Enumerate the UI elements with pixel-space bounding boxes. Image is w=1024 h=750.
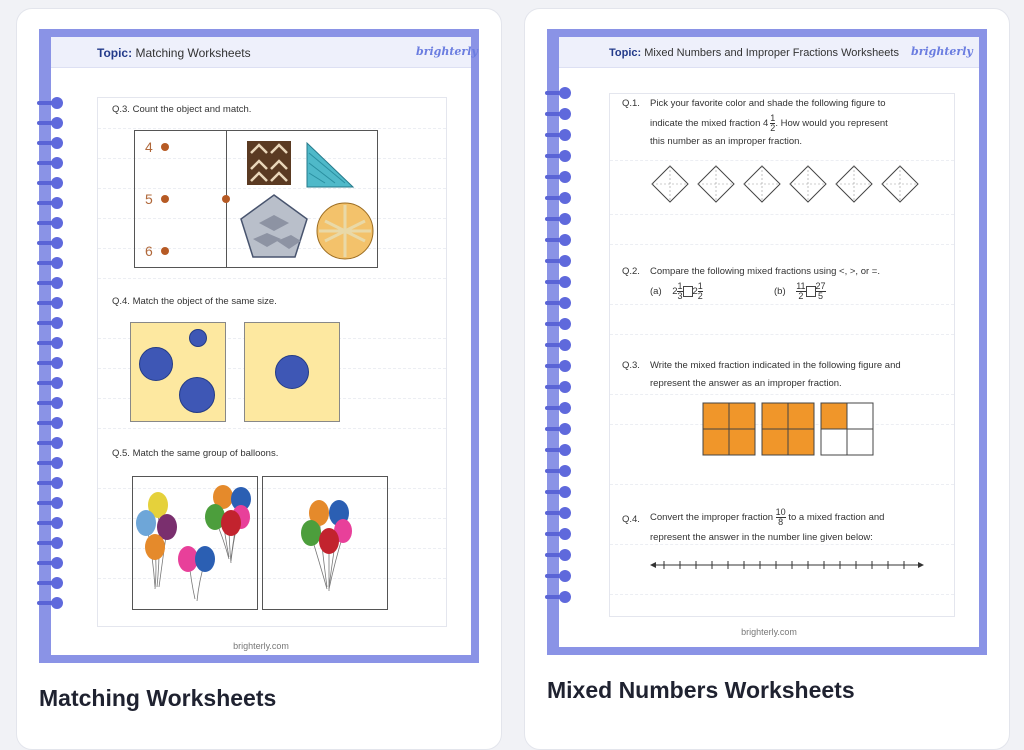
number-5: 5 [145, 191, 153, 207]
question-2-part-a: (a) 2 $\frac{1}{3}$ 2 $\frac{1}{2}$ [650, 281, 703, 301]
pentagon-icon [239, 193, 309, 259]
worksheet-body [609, 93, 955, 617]
worksheet-preview[interactable] [547, 29, 987, 655]
match-dot[interactable] [161, 143, 169, 151]
worksheet-page [559, 37, 979, 647]
worksheet-footer: brighterly.com [233, 641, 289, 651]
question-3-line-2: represent the answer as an improper fraction. [650, 378, 842, 389]
balloon-box-left [132, 476, 258, 610]
worksheet-card-matching[interactable] [16, 8, 502, 750]
worksheet-footer: brighterly.com [741, 627, 797, 637]
worksheet-header [51, 37, 478, 68]
match-dot[interactable] [161, 195, 169, 203]
question-1-line-3: this number as an improper fraction. [650, 136, 803, 147]
patterned-square-icon [247, 141, 293, 187]
question-1-number: Q.1. [622, 98, 640, 109]
size-box-left [130, 322, 226, 422]
card-title[interactable]: Matching Worksheets [39, 685, 277, 711]
balloon-box-right [262, 476, 388, 610]
question-4: Q.4. Match the object of the same size. [112, 296, 277, 307]
circle-shape [179, 377, 215, 413]
worksheet-preview[interactable] [39, 29, 479, 663]
worksheet-card-mixed-numbers[interactable] [524, 8, 1010, 750]
question-5: Q.5. Match the same group of balloons. [112, 448, 279, 459]
match-dot[interactable] [161, 247, 169, 255]
worksheet-topic: Topic: Mixed Numbers and Improper Fractions Worksheets [609, 47, 899, 59]
diamond-figures [650, 164, 924, 206]
question-1-line-1: Pick your favorite color and shade the following figure to [650, 98, 886, 109]
question-3-line-1: Write the mixed fraction indicated in the following figure and [650, 360, 901, 371]
compare-box[interactable] [683, 286, 693, 297]
worksheet-page [51, 37, 478, 655]
circle-shape [139, 347, 173, 381]
balloons-icon [263, 477, 387, 609]
question-4-line-2: represent the answer in the number line given below: [650, 532, 873, 543]
number-4: 4 [145, 139, 153, 155]
number-6: 6 [145, 243, 153, 259]
patterned-circle-icon [315, 201, 375, 261]
brighterly-logo: brighterly [416, 45, 478, 58]
card-title[interactable]: Mixed Numbers Worksheets [547, 677, 855, 703]
triangle-icon [305, 141, 355, 189]
question-2-line-1: Compare the following mixed fractions using <, >, or =. [650, 266, 880, 277]
fraction-squares [702, 402, 874, 456]
circle-shape [275, 355, 309, 389]
worksheet-body [97, 97, 447, 627]
question-4-number: Q.4. [622, 514, 640, 525]
brighterly-logo: brighterly [911, 45, 973, 58]
compare-box[interactable] [806, 286, 816, 297]
worksheet-header [559, 37, 979, 68]
balloons-icon [133, 477, 257, 609]
counting-match-box [134, 130, 378, 268]
match-dot[interactable] [222, 195, 230, 203]
question-2-part-b: (b) $\frac{11}{2}$ $\frac{27}{5}$ [774, 281, 826, 301]
question-3-number: Q.3. [622, 360, 640, 371]
number-line [650, 558, 924, 572]
size-box-right [244, 322, 340, 422]
question-3: Q.3. Count the object and match. [112, 104, 252, 115]
question-2-number: Q.2. [622, 266, 640, 277]
question-4-line-1: Convert the improper fraction $\frac{10}{8}$ to a mixed fraction and [650, 507, 885, 527]
worksheet-topic: Topic: Matching Worksheets [97, 46, 251, 60]
circle-shape [189, 329, 207, 347]
question-1-line-2: indicate the mixed fraction 4 $\frac{1}{2}$ . How would you represent [650, 113, 888, 133]
